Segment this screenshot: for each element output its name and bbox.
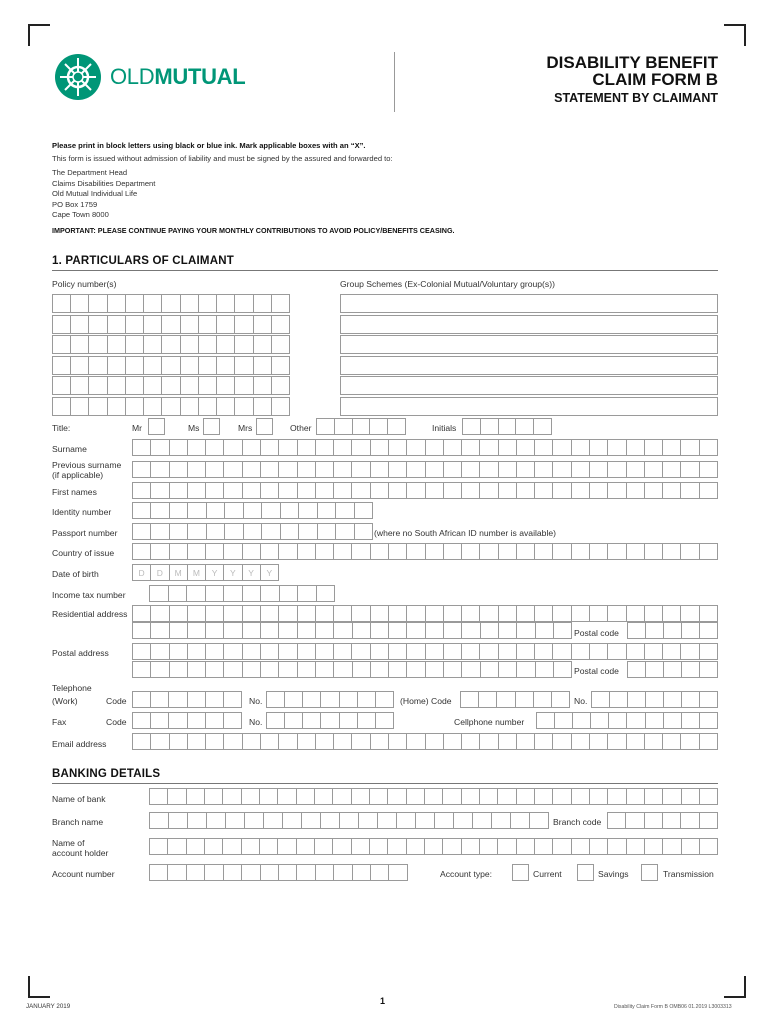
branch-code-input[interactable] — [607, 812, 718, 829]
title-ms-label: Ms — [188, 423, 200, 433]
postal-code-input[interactable] — [627, 661, 718, 678]
initials-input[interactable] — [462, 418, 552, 435]
old-mutual-logo — [52, 52, 292, 102]
dob-year-cell[interactable]: Y — [261, 564, 279, 581]
home-number-label: No. — [574, 696, 588, 706]
previous-surname-input[interactable] — [132, 461, 718, 478]
form-title — [546, 54, 718, 88]
postal-address-line-1[interactable] — [132, 643, 718, 660]
title-mrs-checkbox[interactable] — [256, 418, 273, 435]
crop-mark-top-left — [28, 24, 50, 46]
fax-code-label: Code — [106, 717, 127, 727]
page-number: 1 — [380, 996, 386, 1006]
title-label: Title: — [52, 423, 71, 433]
title-mrs-label: Mrs — [238, 423, 253, 433]
account-number-label: Account number — [52, 869, 115, 879]
residential-address-line-1[interactable] — [132, 605, 718, 622]
first-names-input[interactable] — [132, 482, 718, 499]
crop-mark-bottom-left — [28, 976, 50, 998]
cellphone-number-input[interactable] — [536, 712, 718, 729]
country-of-issue-input[interactable] — [132, 543, 718, 560]
date-of-birth-input[interactable] — [132, 564, 279, 581]
address-line: Old Mutual Individual Life — [52, 189, 138, 198]
section-particulars-title: 1. PARTICULARS OF CLAIMANT — [52, 255, 234, 267]
title-ms-checkbox[interactable] — [203, 418, 220, 435]
branch-code-label: Branch code — [553, 817, 602, 827]
residential-address-label: Residential address — [52, 609, 128, 619]
policy-numbers-label: Policy number(s) — [52, 279, 117, 289]
account-holder-input[interactable] — [149, 838, 718, 855]
residential-address-line-2[interactable] — [132, 622, 572, 639]
dob-day-cell[interactable]: D — [132, 564, 151, 581]
passport-note: (where no South African ID number is available) — [374, 528, 556, 538]
policy-number-input[interactable] — [52, 356, 290, 375]
group-scheme-input[interactable] — [340, 376, 718, 395]
dob-year-cell[interactable]: Y — [206, 564, 224, 581]
passport-number-label: Passport number — [52, 528, 118, 538]
fax-number-label: No. — [249, 717, 263, 727]
bank-name-label: Name of bank — [52, 794, 106, 804]
identity-number-input[interactable] — [132, 502, 373, 519]
account-type-current-label: Current — [533, 869, 562, 879]
postal-code-label: Postal code — [574, 666, 619, 676]
account-holder-label: Name of — [52, 838, 85, 848]
first-names-label: First names — [52, 487, 97, 497]
surname-input[interactable] — [132, 439, 718, 456]
group-scheme-input[interactable] — [340, 315, 718, 334]
date-of-birth-label: Date of birth — [52, 569, 99, 579]
dob-month-cell[interactable]: M — [188, 564, 206, 581]
email-address-label: Email address — [52, 739, 107, 749]
instruction-text: Please print in block letters using black or blue ink. Mark applicable boxes with an “X”. — [52, 141, 366, 150]
passport-number-input[interactable] — [132, 523, 373, 540]
footer-reference: Disability Claim Form B OMB06 01.2019 L3003313 — [614, 1004, 732, 1010]
fax-label: Fax — [52, 717, 67, 727]
identity-number-label: Identity number — [52, 507, 112, 517]
footer-date: JANUARY 2019 — [26, 1003, 71, 1010]
residential-postal-code-input[interactable] — [627, 622, 718, 639]
group-scheme-input[interactable] — [340, 294, 718, 313]
work-code-label: Code — [106, 696, 127, 706]
account-type-transmission-label: Transmission — [663, 869, 714, 879]
address-line: Cape Town 8000 — [52, 210, 109, 219]
old-mutual-emblem-icon — [52, 52, 104, 102]
crop-mark-bottom-right — [724, 976, 746, 998]
work-number-input[interactable] — [266, 691, 394, 708]
section-rule — [52, 270, 718, 271]
country-of-issue-label: Country of issue — [52, 548, 115, 558]
form-title-line-2: CLAIM FORM B — [592, 70, 718, 89]
work-code-input[interactable] — [132, 691, 242, 708]
crop-mark-top-right — [724, 24, 746, 46]
postal-address-line-2[interactable] — [132, 661, 572, 678]
group-schemes-label: Group Schemes (Ex-Colonial Mutual/Voluntary group(s)) — [340, 279, 555, 289]
form-title-line-1: DISABILITY BENEFIT — [546, 53, 718, 72]
logo-text-mutual: MUTUAL — [154, 64, 246, 89]
home-code-label: (Home) Code — [400, 696, 452, 706]
section-rule — [52, 783, 718, 784]
account-type-transmission-checkbox[interactable] — [641, 864, 658, 881]
work-number-label: No. — [249, 696, 263, 706]
important-notice: IMPORTANT: PLEASE CONTINUE PAYING YOUR MONTHLY CONTRIBUTIONS TO AVOID POLICY/BENEFITS CEASING. — [52, 226, 455, 235]
logo-text-old: OLD — [110, 64, 155, 89]
residential-postal-code-label: Postal code — [574, 628, 619, 638]
header-divider — [394, 52, 395, 112]
account-type-savings-label: Savings — [598, 869, 629, 879]
previous-surname-label: Previous surname — [52, 460, 122, 470]
account-number-input[interactable] — [149, 864, 408, 881]
policy-number-input[interactable] — [52, 315, 290, 334]
cellphone-number-label: Cellphone number — [454, 717, 525, 727]
work-label: (Work) — [52, 696, 78, 706]
title-other-label: Other — [290, 423, 312, 433]
policy-number-input[interactable] — [52, 397, 290, 416]
branch-name-input[interactable] — [149, 812, 549, 829]
issued-text: This form is issued without admission of liability and must be signed by the assured and forwarded to: — [52, 154, 393, 163]
surname-label: Surname — [52, 444, 87, 454]
title-other-input[interactable] — [316, 418, 406, 435]
policy-number-input[interactable] — [52, 294, 290, 313]
form-subtitle: STATEMENT BY CLAIMANT — [554, 91, 718, 105]
fax-number-input[interactable] — [266, 712, 394, 729]
previous-surname-note: (if applicable) — [52, 470, 104, 480]
initials-label: Initials — [432, 423, 457, 433]
title-mr-label: Mr — [132, 423, 143, 433]
income-tax-number-label: Income tax number — [52, 590, 126, 600]
telephone-label: Telephone — [52, 683, 92, 693]
address-line: The Department Head — [52, 168, 128, 177]
dob-day-cell[interactable]: D — [151, 564, 169, 581]
home-number-input[interactable] — [591, 691, 718, 708]
dob-year-cell[interactable]: Y — [243, 564, 261, 581]
group-scheme-input[interactable] — [340, 397, 718, 416]
account-holder-label-line-2: account holder — [52, 848, 109, 858]
address-line: Claims Disabilities Department — [52, 179, 156, 188]
dob-month-cell[interactable]: M — [170, 564, 188, 581]
group-scheme-input[interactable] — [340, 335, 718, 354]
branch-name-label: Branch name — [52, 817, 104, 827]
account-type-savings-checkbox[interactable] — [577, 864, 594, 881]
group-scheme-input[interactable] — [340, 356, 718, 375]
account-type-label: Account type: — [440, 869, 493, 879]
policy-number-input[interactable] — [52, 335, 290, 354]
home-code-input[interactable] — [460, 691, 570, 708]
dob-year-cell[interactable]: Y — [224, 564, 242, 581]
account-type-current-checkbox[interactable] — [512, 864, 529, 881]
banking-details-title: BANKING DETAILS — [52, 768, 161, 780]
address-line: PO Box 1759 — [52, 200, 98, 209]
income-tax-number-input[interactable] — [149, 585, 335, 602]
postal-address-label: Postal address — [52, 648, 109, 658]
email-address-input[interactable] — [132, 733, 718, 750]
title-mr-checkbox[interactable] — [148, 418, 165, 435]
bank-name-input[interactable] — [149, 788, 718, 805]
policy-number-input[interactable] — [52, 376, 290, 395]
fax-code-input[interactable] — [132, 712, 242, 729]
